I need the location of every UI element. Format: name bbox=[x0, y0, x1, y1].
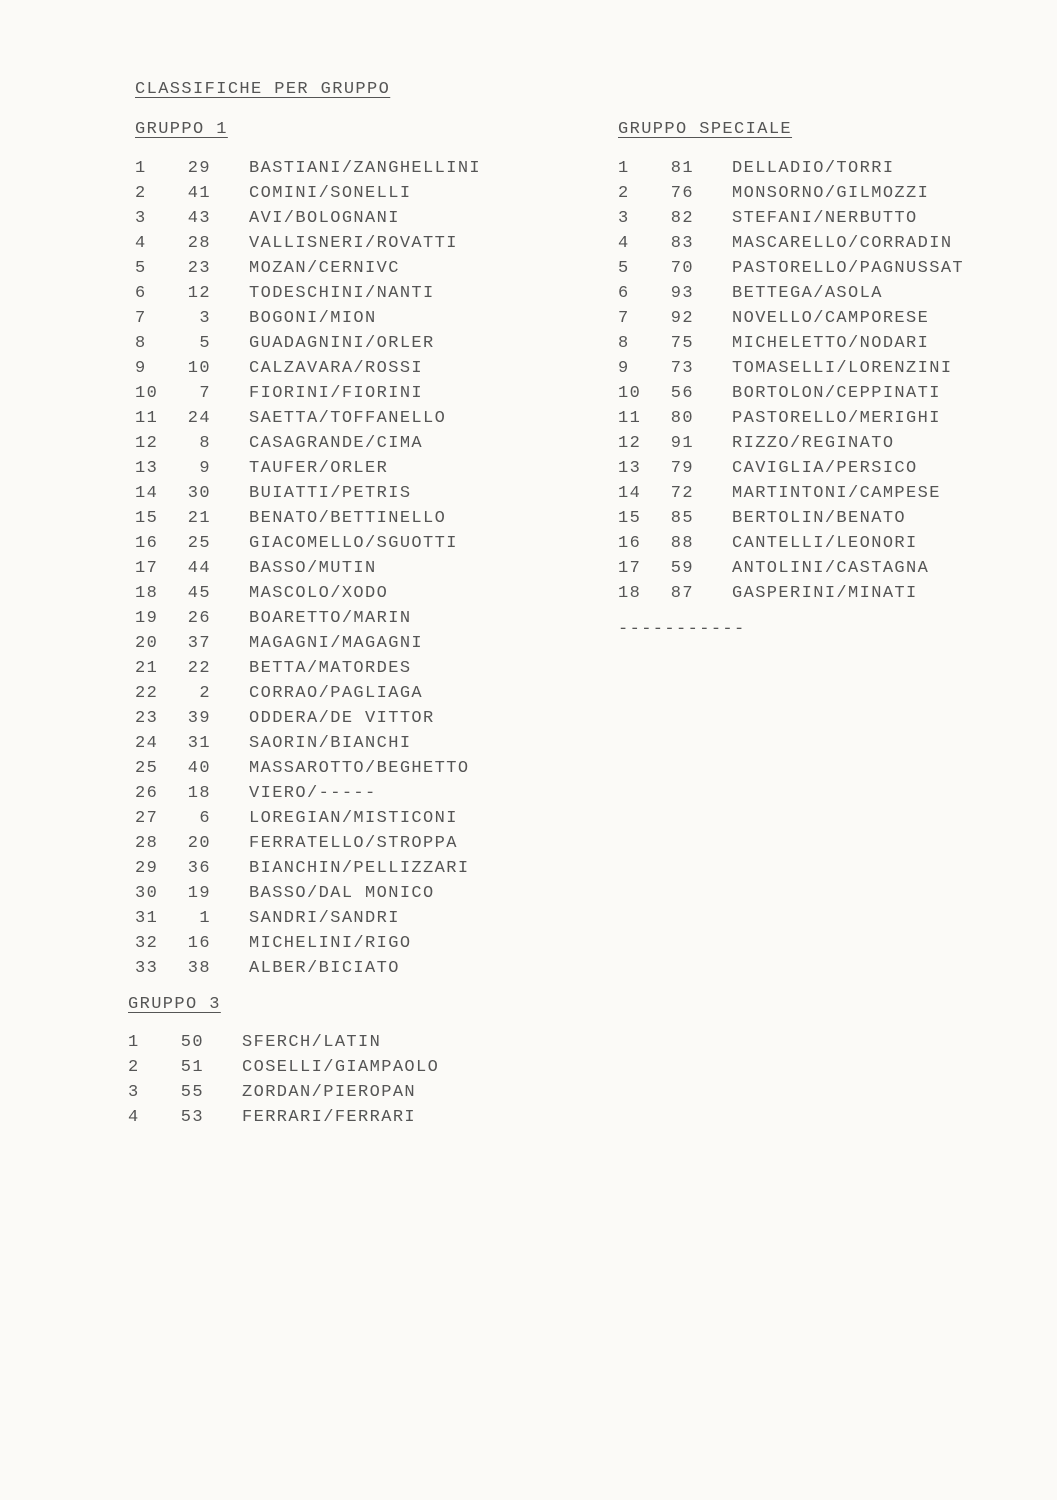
bib-number-cell: 53 bbox=[180, 1108, 204, 1127]
bib-number-cell: 18 bbox=[187, 784, 211, 803]
bib-number-cell: 51 bbox=[180, 1058, 204, 1077]
rank-cell: 19 bbox=[135, 609, 159, 628]
crew-names-cell: FIORINI/FIORINI bbox=[249, 384, 424, 403]
rank-cell: 23 bbox=[135, 709, 159, 728]
rank-cell: 32 bbox=[135, 934, 159, 953]
bib-number-cell: 92 bbox=[670, 309, 694, 328]
bib-number-cell: 81 bbox=[670, 159, 694, 178]
bib-number-cell: 10 bbox=[187, 359, 211, 378]
bib-number-cell: 85 bbox=[670, 509, 694, 528]
crew-names-cell: ZORDAN/PIEROPAN bbox=[242, 1083, 417, 1102]
table-row bbox=[618, 181, 964, 206]
table-row bbox=[135, 756, 481, 781]
rank-cell: 15 bbox=[135, 509, 159, 528]
rank-cell: 8 bbox=[618, 334, 630, 353]
rank-cell: 11 bbox=[135, 409, 159, 428]
table-row bbox=[618, 556, 964, 581]
table-row bbox=[135, 731, 481, 756]
bib-number-cell: 44 bbox=[187, 559, 211, 578]
group-3-list bbox=[128, 1030, 439, 1130]
table-row bbox=[135, 231, 481, 256]
crew-names-cell: BIANCHIN/PELLIZZARI bbox=[249, 859, 470, 878]
bib-number-cell: 41 bbox=[187, 184, 211, 203]
crew-names-cell: ANTOLINI/CASTAGNA bbox=[732, 559, 930, 578]
rank-cell: 20 bbox=[135, 634, 159, 653]
crew-names-cell: MOZAN/CERNIVC bbox=[249, 259, 400, 278]
rank-cell: 17 bbox=[135, 559, 159, 578]
table-row bbox=[135, 656, 481, 681]
crew-names-cell: RIZZO/REGINATO bbox=[732, 434, 895, 453]
table-row bbox=[135, 556, 481, 581]
crew-names-cell: CORRAO/PAGLIAGA bbox=[249, 684, 424, 703]
rank-cell: 30 bbox=[135, 884, 159, 903]
table-row bbox=[618, 381, 964, 406]
table-row bbox=[618, 156, 964, 181]
table-row bbox=[135, 256, 481, 281]
bib-number-cell: 36 bbox=[187, 859, 211, 878]
rank-cell: 6 bbox=[618, 284, 630, 303]
crew-names-cell: SANDRI/SANDRI bbox=[249, 909, 400, 928]
bib-number-cell: 50 bbox=[180, 1033, 204, 1052]
rank-cell: 1 bbox=[128, 1033, 140, 1052]
rank-cell: 14 bbox=[135, 484, 159, 503]
crew-names-cell: BORTOLON/CEPPINATI bbox=[732, 384, 941, 403]
crew-names-cell: CASAGRANDE/CIMA bbox=[249, 434, 424, 453]
table-row bbox=[618, 406, 964, 431]
crew-names-cell: MAGAGNI/MAGAGNI bbox=[249, 634, 424, 653]
table-row bbox=[135, 681, 481, 706]
table-row bbox=[128, 1080, 439, 1105]
bib-number-cell: 45 bbox=[187, 584, 211, 603]
table-row bbox=[618, 531, 964, 556]
rank-cell: 2 bbox=[128, 1058, 140, 1077]
rank-cell: 4 bbox=[128, 1108, 140, 1127]
rank-cell: 3 bbox=[128, 1083, 140, 1102]
rank-cell: 3 bbox=[135, 209, 147, 228]
rank-cell: 3 bbox=[618, 209, 630, 228]
bib-number-cell: 79 bbox=[670, 459, 694, 478]
rank-cell: 25 bbox=[135, 759, 159, 778]
crew-names-cell: BASSO/MUTIN bbox=[249, 559, 377, 578]
bib-number-cell: 1 bbox=[199, 909, 211, 928]
bib-number-cell: 28 bbox=[187, 234, 211, 253]
crew-names-cell: BASSO/DAL MONICO bbox=[249, 884, 435, 903]
bib-number-cell: 24 bbox=[187, 409, 211, 428]
crew-names-cell: MASCOLO/XODO bbox=[249, 584, 389, 603]
crew-names-cell: BENATO/BETTINELLO bbox=[249, 509, 447, 528]
table-row bbox=[135, 206, 481, 231]
rank-cell: 14 bbox=[618, 484, 642, 503]
bib-number-cell: 22 bbox=[187, 659, 211, 678]
table-row bbox=[128, 1105, 439, 1130]
crew-names-cell: TODESCHINI/NANTI bbox=[249, 284, 435, 303]
table-row bbox=[618, 231, 964, 256]
table-row bbox=[135, 281, 481, 306]
table-row bbox=[618, 331, 964, 356]
table-row bbox=[618, 431, 964, 456]
bib-number-cell: 29 bbox=[187, 159, 211, 178]
table-row bbox=[618, 456, 964, 481]
rank-cell: 2 bbox=[618, 184, 630, 203]
table-row bbox=[618, 581, 964, 606]
group-1-heading: GRUPPO 1 bbox=[135, 120, 228, 139]
crew-names-cell: VIERO/----- bbox=[249, 784, 377, 803]
bib-number-cell: 55 bbox=[180, 1083, 204, 1102]
rank-cell: 5 bbox=[618, 259, 630, 278]
table-row bbox=[135, 856, 481, 881]
crew-names-cell: LOREGIAN/MISTICONI bbox=[249, 809, 458, 828]
crew-names-cell: PASTORELLO/MERIGHI bbox=[732, 409, 941, 428]
crew-names-cell: MARTINTONI/CAMPESE bbox=[732, 484, 941, 503]
bib-number-cell: 40 bbox=[187, 759, 211, 778]
crew-names-cell: BUIATTI/PETRIS bbox=[249, 484, 412, 503]
bib-number-cell: 56 bbox=[670, 384, 694, 403]
rank-cell: 7 bbox=[618, 309, 630, 328]
end-mark: ----------- bbox=[618, 620, 746, 639]
bib-number-cell: 3 bbox=[199, 309, 211, 328]
crew-names-cell: SAETTA/TOFFANELLO bbox=[249, 409, 447, 428]
table-row bbox=[135, 906, 481, 931]
table-row bbox=[135, 356, 481, 381]
rank-cell: 9 bbox=[135, 359, 147, 378]
crew-names-cell: AVI/BOLOGNANI bbox=[249, 209, 400, 228]
crew-names-cell: VALLISNERI/ROVATTI bbox=[249, 234, 458, 253]
crew-names-cell: COSELLI/GIAMPAOLO bbox=[242, 1058, 440, 1077]
crew-names-cell: BASTIANI/ZANGHELLINI bbox=[249, 159, 482, 178]
table-row bbox=[618, 481, 964, 506]
bib-number-cell: 73 bbox=[670, 359, 694, 378]
rank-cell: 18 bbox=[618, 584, 642, 603]
table-row bbox=[135, 181, 481, 206]
bib-number-cell: 20 bbox=[187, 834, 211, 853]
table-row bbox=[135, 481, 481, 506]
rank-cell: 15 bbox=[618, 509, 642, 528]
bib-number-cell: 26 bbox=[187, 609, 211, 628]
table-row bbox=[135, 381, 481, 406]
crew-names-cell: NOVELLO/CAMPORESE bbox=[732, 309, 930, 328]
crew-names-cell: GASPERINI/MINATI bbox=[732, 584, 918, 603]
rank-cell: 13 bbox=[618, 459, 642, 478]
rank-cell: 4 bbox=[135, 234, 147, 253]
rank-cell: 22 bbox=[135, 684, 159, 703]
group-1-list bbox=[135, 156, 481, 981]
rank-cell: 11 bbox=[618, 409, 642, 428]
rank-cell: 16 bbox=[618, 534, 642, 553]
bib-number-cell: 93 bbox=[670, 284, 694, 303]
table-row bbox=[135, 306, 481, 331]
table-row bbox=[135, 881, 481, 906]
crew-names-cell: ALBER/BICIATO bbox=[249, 959, 400, 978]
group-speciale-list bbox=[618, 156, 964, 606]
group-speciale-heading: GRUPPO SPECIALE bbox=[618, 120, 793, 139]
table-row bbox=[135, 781, 481, 806]
rank-cell: 12 bbox=[135, 434, 159, 453]
rank-cell: 10 bbox=[135, 384, 159, 403]
crew-names-cell: STEFANI/NERBUTTO bbox=[732, 209, 918, 228]
crew-names-cell: BETTA/MATORDES bbox=[249, 659, 412, 678]
bib-number-cell: 80 bbox=[670, 409, 694, 428]
table-row bbox=[618, 506, 964, 531]
crew-names-cell: MICHELINI/RIGO bbox=[249, 934, 412, 953]
bib-number-cell: 76 bbox=[670, 184, 694, 203]
rank-cell: 10 bbox=[618, 384, 642, 403]
table-row bbox=[135, 531, 481, 556]
crew-names-cell: BERTOLIN/BENATO bbox=[732, 509, 907, 528]
rank-cell: 33 bbox=[135, 959, 159, 978]
bib-number-cell: 23 bbox=[187, 259, 211, 278]
bib-number-cell: 38 bbox=[187, 959, 211, 978]
table-row bbox=[135, 406, 481, 431]
bib-number-cell: 88 bbox=[670, 534, 694, 553]
crew-names-cell: FERRATELLO/STROPPA bbox=[249, 834, 458, 853]
crew-names-cell: MASSAROTTO/BEGHETTO bbox=[249, 759, 470, 778]
crew-names-cell: TAUFER/ORLER bbox=[249, 459, 389, 478]
page-title: CLASSIFICHE PER GRUPPO bbox=[135, 80, 391, 99]
rank-cell: 17 bbox=[618, 559, 642, 578]
crew-names-cell: BOARETTO/MARIN bbox=[249, 609, 412, 628]
rank-cell: 4 bbox=[618, 234, 630, 253]
bib-number-cell: 5 bbox=[199, 334, 211, 353]
rank-cell: 26 bbox=[135, 784, 159, 803]
table-row bbox=[135, 831, 481, 856]
crew-names-cell: SAORIN/BIANCHI bbox=[249, 734, 412, 753]
table-row bbox=[618, 281, 964, 306]
group-3-heading: GRUPPO 3 bbox=[128, 995, 221, 1014]
bib-number-cell: 30 bbox=[187, 484, 211, 503]
rank-cell: 12 bbox=[618, 434, 642, 453]
crew-names-cell: FERRARI/FERRARI bbox=[242, 1108, 417, 1127]
rank-cell: 1 bbox=[135, 159, 147, 178]
table-row bbox=[135, 706, 481, 731]
table-row bbox=[135, 581, 481, 606]
bib-number-cell: 9 bbox=[199, 459, 211, 478]
table-row bbox=[135, 956, 481, 981]
rank-cell: 9 bbox=[618, 359, 630, 378]
rank-cell: 16 bbox=[135, 534, 159, 553]
crew-names-cell: MONSORNO/GILMOZZI bbox=[732, 184, 930, 203]
table-row bbox=[135, 156, 481, 181]
rank-cell: 2 bbox=[135, 184, 147, 203]
crew-names-cell: MASCARELLO/CORRADIN bbox=[732, 234, 953, 253]
rank-cell: 24 bbox=[135, 734, 159, 753]
table-row bbox=[618, 356, 964, 381]
crew-names-cell: CAVIGLIA/PERSICO bbox=[732, 459, 918, 478]
bib-number-cell: 12 bbox=[187, 284, 211, 303]
bib-number-cell: 43 bbox=[187, 209, 211, 228]
crew-names-cell: DELLADIO/TORRI bbox=[732, 159, 895, 178]
crew-names-cell: GIACOMELLO/SGUOTTI bbox=[249, 534, 458, 553]
crew-names-cell: GUADAGNINI/ORLER bbox=[249, 334, 435, 353]
crew-names-cell: ODDERA/DE VITTOR bbox=[249, 709, 435, 728]
table-row bbox=[135, 431, 481, 456]
bib-number-cell: 8 bbox=[199, 434, 211, 453]
bib-number-cell: 37 bbox=[187, 634, 211, 653]
table-row bbox=[135, 631, 481, 656]
crew-names-cell: CANTELLI/LEONORI bbox=[732, 534, 918, 553]
table-row bbox=[128, 1030, 439, 1055]
crew-names-cell: COMINI/SONELLI bbox=[249, 184, 412, 203]
table-row bbox=[618, 206, 964, 231]
rank-cell: 29 bbox=[135, 859, 159, 878]
rank-cell: 7 bbox=[135, 309, 147, 328]
bib-number-cell: 70 bbox=[670, 259, 694, 278]
bib-number-cell: 16 bbox=[187, 934, 211, 953]
bib-number-cell: 59 bbox=[670, 559, 694, 578]
bib-number-cell: 7 bbox=[199, 384, 211, 403]
bib-number-cell: 6 bbox=[199, 809, 211, 828]
crew-names-cell: BETTEGA/ASOLA bbox=[732, 284, 883, 303]
bib-number-cell: 25 bbox=[187, 534, 211, 553]
rank-cell: 21 bbox=[135, 659, 159, 678]
table-row bbox=[135, 331, 481, 356]
rank-cell: 13 bbox=[135, 459, 159, 478]
bib-number-cell: 72 bbox=[670, 484, 694, 503]
table-row bbox=[128, 1055, 439, 1080]
bib-number-cell: 39 bbox=[187, 709, 211, 728]
rank-cell: 18 bbox=[135, 584, 159, 603]
bib-number-cell: 19 bbox=[187, 884, 211, 903]
table-row bbox=[135, 456, 481, 481]
crew-names-cell: PASTORELLO/PAGNUSSAT bbox=[732, 259, 965, 278]
crew-names-cell: CALZAVARA/ROSSI bbox=[249, 359, 424, 378]
bib-number-cell: 82 bbox=[670, 209, 694, 228]
bib-number-cell: 83 bbox=[670, 234, 694, 253]
bib-number-cell: 91 bbox=[670, 434, 694, 453]
bib-number-cell: 21 bbox=[187, 509, 211, 528]
rank-cell: 28 bbox=[135, 834, 159, 853]
bib-number-cell: 31 bbox=[187, 734, 211, 753]
table-row bbox=[135, 606, 481, 631]
rank-cell: 8 bbox=[135, 334, 147, 353]
bib-number-cell: 87 bbox=[670, 584, 694, 603]
table-row bbox=[135, 806, 481, 831]
crew-names-cell: TOMASELLI/LORENZINI bbox=[732, 359, 953, 378]
bib-number-cell: 75 bbox=[670, 334, 694, 353]
rank-cell: 1 bbox=[618, 159, 630, 178]
crew-names-cell: SFERCH/LATIN bbox=[242, 1033, 382, 1052]
bib-number-cell: 2 bbox=[199, 684, 211, 703]
rank-cell: 5 bbox=[135, 259, 147, 278]
table-row bbox=[135, 506, 481, 531]
table-row bbox=[618, 256, 964, 281]
crew-names-cell: BOGONI/MION bbox=[249, 309, 377, 328]
table-row bbox=[618, 306, 964, 331]
crew-names-cell: MICHELETTO/NODARI bbox=[732, 334, 930, 353]
rank-cell: 27 bbox=[135, 809, 159, 828]
table-row bbox=[135, 931, 481, 956]
rank-cell: 6 bbox=[135, 284, 147, 303]
rank-cell: 31 bbox=[135, 909, 159, 928]
